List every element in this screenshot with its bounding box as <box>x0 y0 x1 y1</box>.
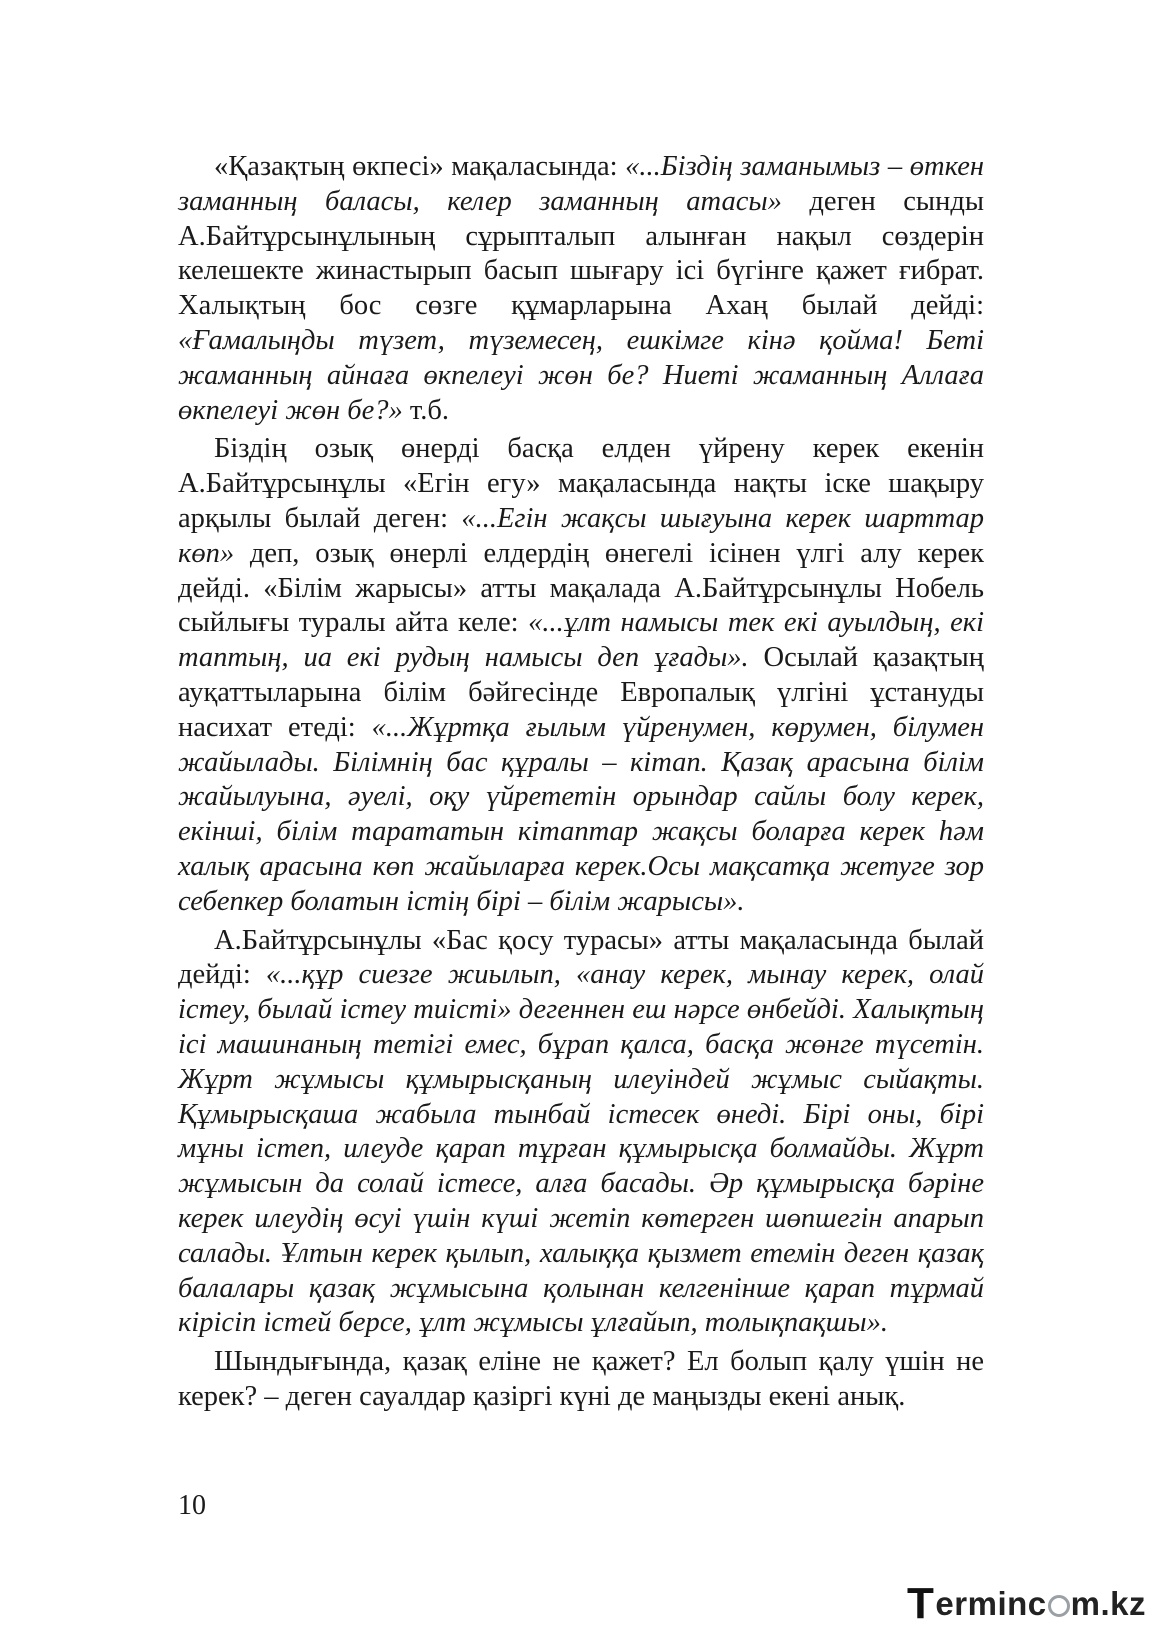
logo-text-end: m.kz <box>1070 1585 1146 1622</box>
body-text: А.Байтұрсынұлы «Бас қосу турасы» атты мақаласында былай дейді: <box>178 924 984 991</box>
logo-ring-icon <box>1048 1595 1070 1617</box>
termincom-logo <box>907 1579 1146 1629</box>
body-text: Біздің озық өнерді басқа елден үйрену керек екенін А.Байтұрсынұлы «Егін егу» мақаласында нақты іске шақыру арқылы былай деген: <box>178 433 984 534</box>
quote-text: «...Жұртқа ғылым үйренумен, көрумен, білумен жайылады. Білімнің бас құралы – кітап. Қазақ арасына білім жайылуына, әуелі, оқу үйрететін орындар сайлы болу керек, екінші, білім тарататын кітаптар жақсы боларға керек һәм халық арасына көп жайыларға керек.Осы мақсатқа жетуге зор себепкер болатын істің бірі – білім жарысы». <box>178 711 984 917</box>
body-text: Осылай қазақтың ауқаттыларына білім бәйгесінде Европалық үлгіні ұстануды насихат етеді: <box>178 642 985 743</box>
quote-text: «...Егін жақсы шығуына керек шарттар көп» <box>178 502 984 569</box>
body-text: «Қазақтың өкпесі» мақаласында: <box>214 151 626 182</box>
paragraph <box>178 924 984 1342</box>
body-text: Шындығында, қазақ еліне не қажет? Ел болып қалу үшін не керек? – деген сауалдар қазіргі күні де маңызды екені анық. <box>178 1346 984 1412</box>
quote-text: «...құр сиезге жиылып, «анау керек, мынау керек, олай істеу, былай істеу тиісті» дегеннен еш нәрсе өнбейді. Халықтың ісі машинаның тетігі емес, бұрап қалса, басқа жөнге түсетін. Жұрт жұмысы құмырысқаның илеуіндей жұмыс сыйақты. Құмырысқаша жабыла тынбай істесек өнеді. Бірі оны, бірі мұны істеп, илеуде қарап тұрған құмырысқа болмайды. Жұрт жұмысын да солай істесе, алға басады. Әр құмырысқа бәріне керек илеудің өсуі үшін күші жетіп көтерген шөпшегін апарып салады. Ұлтын керек қылып, халыққа қызмет етемін деген қазақ балалары қазақ жұмысына қолынан келгенінше қарап тұрмай кірісіп істей берсе, ұлт жұмысы ұлғайып, толықпақшы». <box>178 959 984 1339</box>
quote-text: «...ұлт намысы тек екі ауылдың, екі таптың, иа екі рудың намысы деп ұғады». <box>178 607 984 674</box>
paragraph <box>178 150 984 428</box>
paragraph <box>178 1345 984 1415</box>
logo-initial: T <box>907 1579 935 1628</box>
quote-text: «Ғамалыңды түзет, түземесең, ешкімге кінә қойма! Беті жаманның айнаға өкпелеуі жөн бе? Ниеті жаманның Аллаға өкпелеуі жөн бе?» <box>178 324 984 426</box>
quote-text: «...Біздің заманымыз – өткен заманның баласы, келер заманның атасы» <box>178 151 984 217</box>
body-text: деген сынды А.Байтұрсынұлының сұрыпталып алынған нақыл сөздерін келешекте жинастырып басып шығару ісі бүгінге қажет ғибрат. Халықтың бос сөзге құмарларына Ахаң былай дейді: <box>178 185 984 322</box>
page-number: 10 <box>178 1490 206 1521</box>
body-text: деп, озық өнерлі елдердің өнегелі ісінен үлгі алу керек дейді. «Білім жарысы» атты мақалада А.Байтұрсынұлы Нобель сыйлығы туралы айта келе: <box>178 537 984 639</box>
body-text: т.б. <box>402 394 449 426</box>
page-text <box>178 150 984 1419</box>
logo-text-start: erminc <box>935 1585 1047 1622</box>
paragraph <box>178 432 984 919</box>
